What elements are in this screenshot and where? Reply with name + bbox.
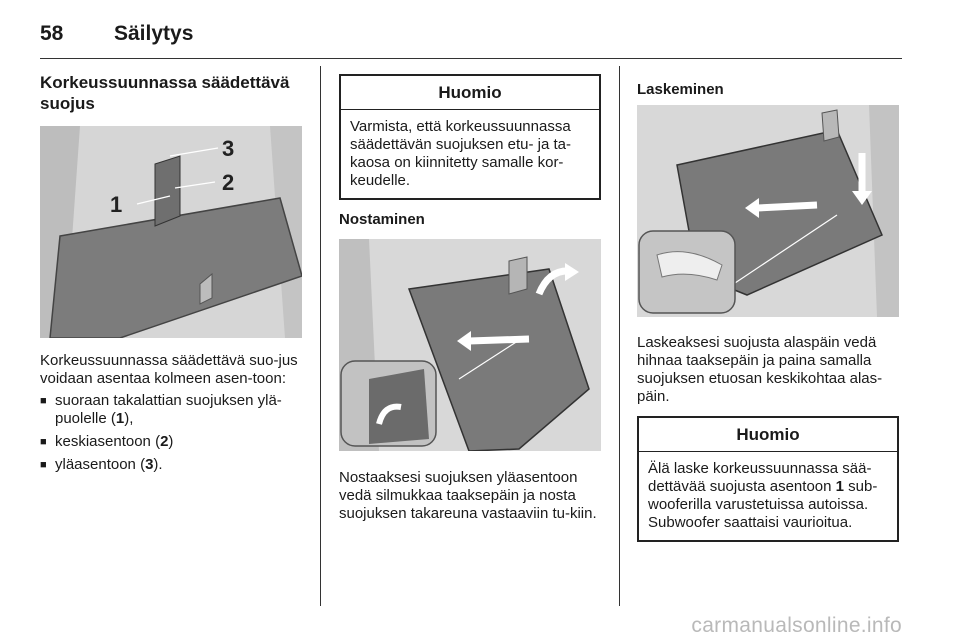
section-title: Säilytys bbox=[114, 22, 194, 45]
adjustable-cover-title: Korkeussuunnassa säädettävä suojus bbox=[40, 73, 290, 113]
column-divider-1 bbox=[320, 66, 321, 606]
adjustable-cover-illustration bbox=[40, 126, 302, 338]
callout-2: 2 bbox=[222, 170, 235, 195]
column-2 bbox=[339, 72, 601, 523]
header-rule bbox=[40, 58, 902, 59]
watermark: carmanualsonline.info bbox=[691, 614, 902, 637]
callout-1: 1 bbox=[110, 192, 123, 217]
note-body: Varmista, että korkeussuunnassa säädettävän suojuksen etu- ja ta-kaosa on kiinnitetty samalle kor-keudelle. bbox=[350, 118, 571, 189]
position-list bbox=[40, 392, 302, 474]
list-item: ■ suoraan takalattian suojuksen ylä-puolelle (1), bbox=[40, 392, 302, 428]
raising-text: Nostaaksesi suojuksen yläasentoon vedä silmukkaa taaksepäin ja nosta suojuksen takareuna vastaaviin tu-kiin. bbox=[339, 469, 597, 522]
raising-illustration bbox=[339, 239, 601, 451]
note-box bbox=[339, 74, 601, 200]
note-box bbox=[637, 416, 899, 542]
column-1 bbox=[40, 72, 302, 479]
column-divider-2 bbox=[619, 66, 620, 606]
raising-title: Nostaminen bbox=[339, 211, 425, 228]
note-body: Älä laske korkeussuunnassa sää-dettävää suojusta asentoon 1 sub-wooferilla varustetuissa autoissa. Subwoofer saattaisi vaurioitua. bbox=[648, 460, 878, 531]
list-item: ■ yläasentoon (3). bbox=[40, 456, 302, 474]
lowering-text: Laskeaksesi suojusta alaspäin vedä hihnaa taaksepäin ja paina samalla suojuksen etuosan keskikohtaa alas-päin. bbox=[637, 334, 883, 405]
page-header bbox=[40, 22, 193, 46]
column-3 bbox=[637, 72, 899, 542]
page-number: 58 bbox=[40, 22, 64, 45]
note-title: Huomio bbox=[639, 418, 897, 452]
note-title: Huomio bbox=[341, 76, 599, 110]
callout-3: 3 bbox=[222, 136, 235, 161]
lowering-title: Laskeminen bbox=[637, 81, 724, 98]
lowering-illustration bbox=[637, 105, 899, 317]
adjustable-cover-intro: Korkeussuunnassa säädettävä suo-jus voidaan asentaa kolmeen asen-toon: bbox=[40, 352, 298, 387]
list-item: ■ keskiasentoon (2) bbox=[40, 433, 302, 451]
